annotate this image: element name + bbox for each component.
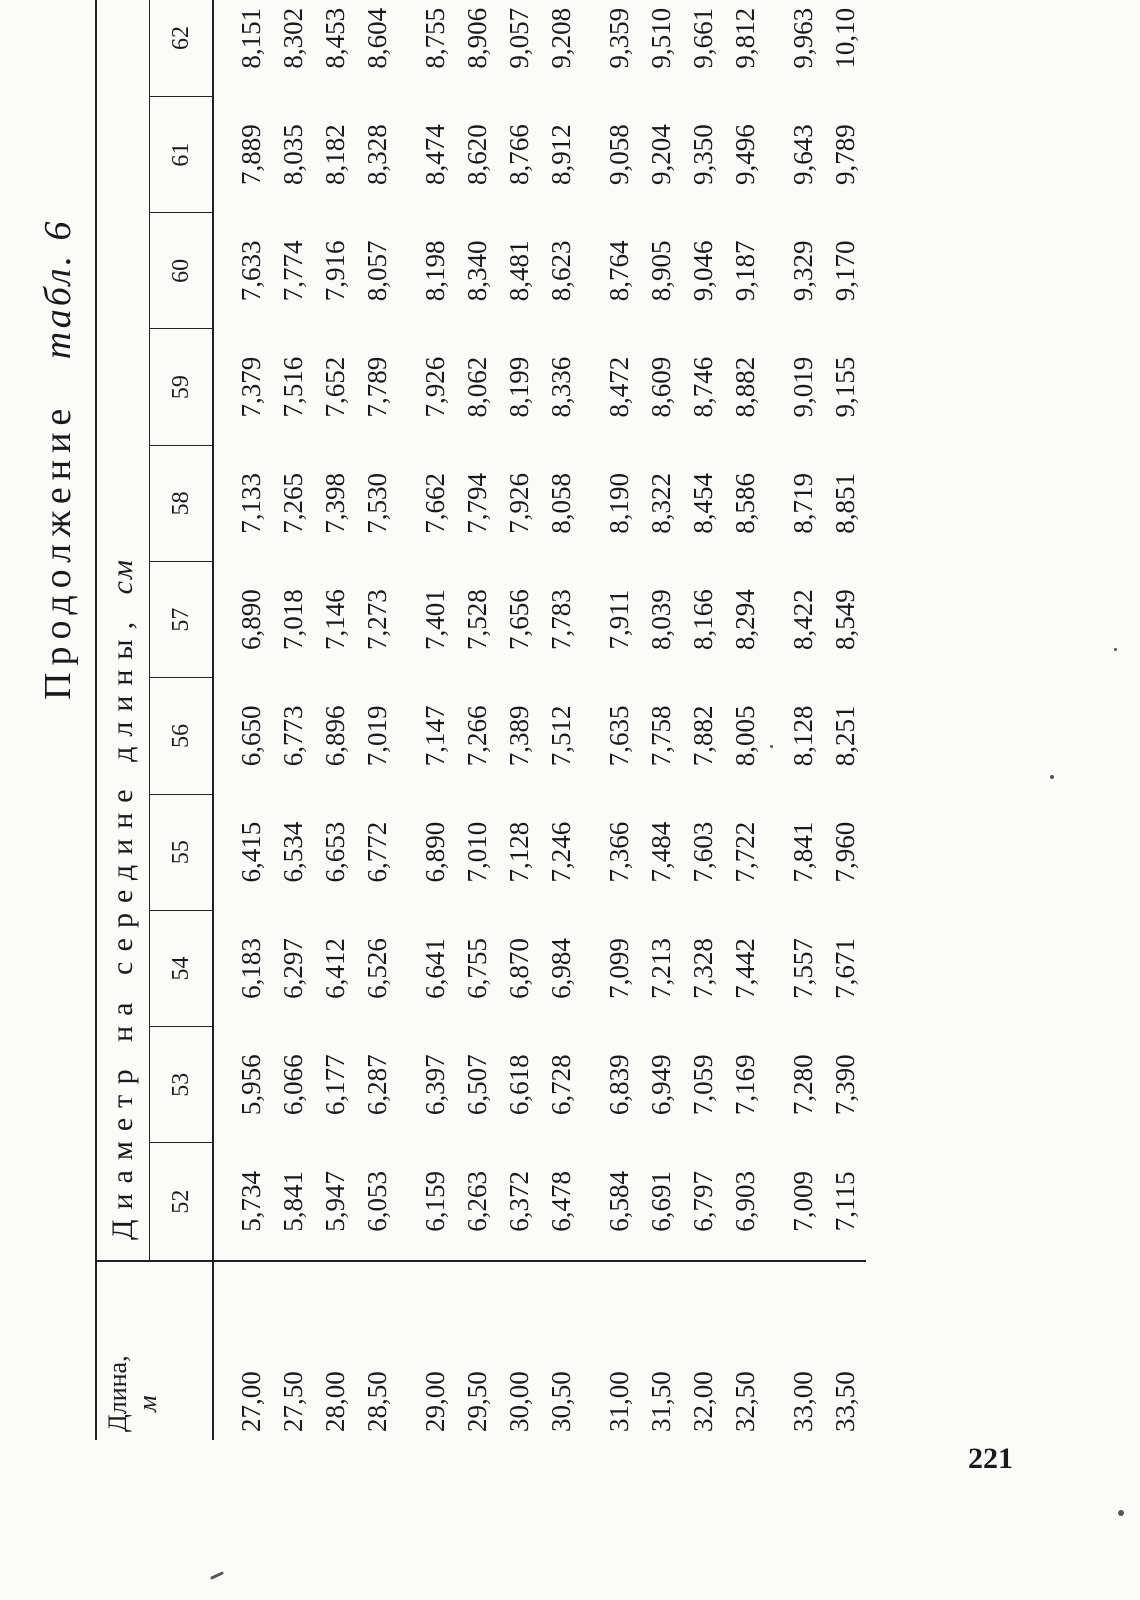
volume-table <box>95 0 866 1440</box>
volume-cell: 9,643 <box>788 124 818 185</box>
volume-cell: 6,653 <box>320 821 350 883</box>
header-row-top <box>96 0 150 1440</box>
volume-cell: 8,912 <box>546 124 576 185</box>
volume-cell: 8,422 <box>788 589 818 651</box>
table-row <box>272 0 314 1440</box>
volume-cell: 7,146 <box>320 589 350 651</box>
volume-cell: 6,890 <box>236 589 266 651</box>
volume-cell: 6,297 <box>278 938 308 999</box>
diameter-column-header: 53 <box>150 1027 214 1143</box>
volume-cell: 7,926 <box>504 473 534 534</box>
volume-cell: 8,340 <box>462 240 492 302</box>
volume-cell: 8,755 <box>420 7 450 69</box>
volume-cell: 7,169 <box>730 1054 760 1116</box>
volume-cell: 6,890 <box>420 821 450 883</box>
volume-cell: 6,526 <box>362 938 392 999</box>
page-number: 221 <box>968 1442 1013 1475</box>
volume-cell: 7,010 <box>462 821 492 883</box>
diameter-column-header: 55 <box>150 794 214 910</box>
table-row <box>498 0 540 1440</box>
volume-cell: 8,623 <box>546 240 576 302</box>
diameter-column-header: 61 <box>150 96 214 212</box>
volume-cell: 7,882 <box>688 705 718 767</box>
volume-cell: 6,066 <box>278 1054 308 1116</box>
length-cell: 27,00 <box>213 1261 272 1440</box>
length-cell: 27,50 <box>272 1261 314 1440</box>
volume-cell: 8,198 <box>420 240 450 302</box>
volume-cell: 7,018 <box>278 589 308 651</box>
volume-cell: 5,841 <box>278 1171 308 1232</box>
volume-cell: 7,484 <box>646 821 676 883</box>
volume-cell: 7,783 <box>546 589 576 651</box>
volume-cell: 6,478 <box>546 1171 576 1232</box>
volume-cell: 8,746 <box>688 356 718 418</box>
volume-cell: 7,442 <box>730 938 760 999</box>
volume-cell: 7,009 <box>788 1171 818 1232</box>
table-row <box>682 0 724 1440</box>
diameter-label: Диаметр на середине длины, <box>106 611 139 1240</box>
volume-cell: 8,057 <box>362 240 392 302</box>
volume-cell: 9,204 <box>646 124 676 185</box>
volume-cell: 9,046 <box>688 240 718 302</box>
volume-cell: 6,534 <box>278 821 308 883</box>
volume-cell: 9,019 <box>788 356 818 418</box>
diameter-column-header: 56 <box>150 678 214 794</box>
volume-cell: 7,390 <box>830 1054 860 1116</box>
volume-cell: 9,187 <box>730 240 760 302</box>
volume-cell: 7,379 <box>236 356 266 418</box>
volume-cell: 9,963 <box>788 7 818 69</box>
volume-cell: 6,870 <box>504 938 534 999</box>
table-row <box>213 0 272 1440</box>
volume-cell: 8,906 <box>462 7 492 69</box>
volume-cell: 6,641 <box>420 938 450 999</box>
volume-cell: 7,530 <box>362 473 392 534</box>
volume-cell: 6,507 <box>462 1054 492 1116</box>
length-label: Длина, <box>103 1355 132 1432</box>
volume-cell: 6,949 <box>646 1054 676 1116</box>
volume-cell: 9,329 <box>788 240 818 302</box>
table-body <box>213 0 866 1440</box>
volume-cell: 6,984 <box>546 938 576 999</box>
volume-cell: 6,691 <box>646 1171 676 1232</box>
length-column-header <box>96 1261 213 1440</box>
volume-cell: 8,151 <box>236 7 266 69</box>
diameter-header <box>96 0 150 1261</box>
volume-cell: 7,911 <box>604 589 634 650</box>
volume-cell: 7,557 <box>788 938 818 999</box>
volume-cell: 9,208 <box>546 7 576 69</box>
volume-cell: 9,155 <box>830 356 860 418</box>
volume-cell: 7,019 <box>362 705 392 767</box>
volume-cell: 9,359 <box>604 7 634 69</box>
volume-cell: 6,584 <box>604 1171 634 1232</box>
volume-cell: 7,722 <box>730 821 760 883</box>
diameter-column-header: 60 <box>150 213 214 329</box>
volume-cell: 7,280 <box>788 1054 818 1116</box>
volume-cell: 7,266 <box>462 705 492 767</box>
volume-cell: 7,841 <box>788 821 818 883</box>
volume-cell: 7,789 <box>362 356 392 418</box>
volume-cell: 8,586 <box>730 473 760 534</box>
volume-cell: 6,773 <box>278 705 308 767</box>
volume-cell: 5,956 <box>236 1054 266 1116</box>
volume-cell: 6,650 <box>236 705 266 767</box>
volume-cell: 8,882 <box>730 356 760 418</box>
volume-cell: 6,287 <box>362 1054 392 1116</box>
table-row <box>640 0 682 1440</box>
diameter-column-header: 59 <box>150 329 214 445</box>
diameter-columns-row <box>150 0 214 1440</box>
volume-cell: 6,183 <box>236 938 266 999</box>
volume-cell: 7,115 <box>830 1171 860 1232</box>
volume-cell: 8,035 <box>278 124 308 185</box>
volume-cell: 7,758 <box>646 705 676 767</box>
volume-cell: 9,661 <box>688 7 718 69</box>
table-row <box>398 0 456 1440</box>
diameter-column-header: 58 <box>150 445 214 561</box>
volume-cell: 7,516 <box>278 356 308 418</box>
volume-cell: 8,719 <box>788 473 818 534</box>
volume-cell: 7,960 <box>830 821 860 883</box>
scan-speck <box>1118 1510 1124 1516</box>
volume-cell: 6,728 <box>546 1054 576 1116</box>
table-row <box>356 0 398 1440</box>
volume-cell: 7,389 <box>504 705 534 767</box>
volume-cell: 8,764 <box>604 240 634 302</box>
volume-cell: 8,182 <box>320 124 350 185</box>
volume-cell: 8,166 <box>688 589 718 651</box>
volume-cell: 6,397 <box>420 1054 450 1116</box>
volume-cell: 6,412 <box>320 938 350 999</box>
volume-cell: 8,851 <box>830 473 860 534</box>
length-unit: м <box>133 1395 162 1412</box>
diameter-column-header: 52 <box>150 1143 214 1261</box>
volume-cell: 7,273 <box>362 589 392 651</box>
scan-speck <box>1114 648 1117 651</box>
volume-cell: 8,453 <box>320 7 350 69</box>
volume-cell: 6,415 <box>236 821 266 883</box>
volume-cell: 8,062 <box>462 356 492 418</box>
table-row <box>766 0 824 1440</box>
volume-cell: 9,510 <box>646 7 676 69</box>
volume-cell: 8,766 <box>504 124 534 185</box>
length-cell: 32,00 <box>682 1261 724 1440</box>
volume-cell: 8,481 <box>504 240 534 302</box>
volume-cell: 8,294 <box>730 589 760 651</box>
volume-cell: 7,099 <box>604 938 634 999</box>
length-cell: 30,50 <box>540 1261 582 1440</box>
volume-cell: 7,246 <box>546 821 576 883</box>
table-row <box>540 0 582 1440</box>
volume-cell: 9,496 <box>730 124 760 185</box>
volume-cell: 7,652 <box>320 356 350 418</box>
volume-cell: 7,603 <box>688 821 718 883</box>
volume-cell: 6,839 <box>604 1054 634 1116</box>
table-row <box>456 0 498 1440</box>
table-row <box>314 0 356 1440</box>
volume-cell: 7,133 <box>236 473 266 534</box>
volume-cell: 7,366 <box>604 821 634 883</box>
volume-cell: 8,128 <box>788 705 818 767</box>
volume-cell: 7,528 <box>462 589 492 651</box>
volume-cell: 8,190 <box>604 473 634 534</box>
volume-cell: 6,618 <box>504 1054 534 1116</box>
scan-speck <box>770 745 773 748</box>
volume-cell: 9,170 <box>830 240 860 302</box>
volume-cell: 8,302 <box>278 7 308 69</box>
volume-cell: 7,398 <box>320 473 350 534</box>
volume-cell: 7,794 <box>462 473 492 534</box>
volume-cell: 9,058 <box>604 124 634 185</box>
volume-cell: 6,372 <box>504 1171 534 1232</box>
volume-cell: 9,789 <box>830 124 860 185</box>
length-cell: 32,50 <box>724 1261 766 1440</box>
volume-cell: 6,177 <box>320 1054 350 1116</box>
volume-cell: 6,053 <box>362 1171 392 1232</box>
volume-cell: 7,265 <box>278 473 308 534</box>
volume-cell: 7,774 <box>278 240 308 302</box>
volume-cell: 8,905 <box>646 240 676 302</box>
volume-cell: 7,889 <box>236 124 266 185</box>
volume-cell: 6,772 <box>362 821 392 883</box>
length-cell: 29,00 <box>398 1261 456 1440</box>
volume-cell: 8,604 <box>362 7 392 69</box>
volume-cell: 6,903 <box>730 1171 760 1232</box>
volume-cell: 7,662 <box>420 473 450 534</box>
length-cell: 31,00 <box>582 1261 640 1440</box>
volume-cell: 8,609 <box>646 356 676 418</box>
length-cell: 28,00 <box>314 1261 356 1440</box>
length-cell: 33,00 <box>766 1261 824 1440</box>
volume-cell: 7,401 <box>420 589 450 651</box>
length-cell: 28,50 <box>356 1261 398 1440</box>
volume-cell: 5,734 <box>236 1171 266 1232</box>
volume-cell: 8,620 <box>462 124 492 185</box>
volume-cell: 8,058 <box>546 473 576 534</box>
volume-cell: 8,322 <box>646 473 676 534</box>
volume-cell: 5,947 <box>320 1171 350 1232</box>
volume-cell: 8,005 <box>730 705 760 767</box>
diameter-unit: см <box>106 557 139 595</box>
volume-cell: 7,059 <box>688 1054 718 1116</box>
volume-cell: 6,755 <box>462 938 492 999</box>
volume-cell: 9,812 <box>730 7 760 69</box>
volume-cell: 7,512 <box>546 705 576 767</box>
volume-cell: 7,633 <box>236 240 266 302</box>
table-row <box>724 0 766 1440</box>
table-row <box>824 0 866 1440</box>
volume-cell: 8,328 <box>362 124 392 185</box>
volume-cell: 6,896 <box>320 705 350 767</box>
caption-prefix: Продолжение <box>37 401 79 700</box>
volume-cell: 8,251 <box>830 705 860 767</box>
length-cell: 33,50 <box>824 1261 866 1440</box>
volume-cell: 8,039 <box>646 589 676 651</box>
caption-label: табл. 6 <box>37 218 79 360</box>
diameter-column-header: 54 <box>150 910 214 1026</box>
length-cell: 30,00 <box>498 1261 540 1440</box>
volume-cell: 7,656 <box>504 589 534 651</box>
volume-cell: 8,199 <box>504 356 534 418</box>
table-caption <box>36 60 80 700</box>
volume-cell: 8,336 <box>546 356 576 418</box>
volume-cell: 6,797 <box>688 1171 718 1232</box>
volume-cell: 7,147 <box>420 705 450 767</box>
volume-cell: 10,10 <box>830 7 860 69</box>
length-cell: 31,50 <box>640 1261 682 1440</box>
volume-cell: 8,454 <box>688 473 718 534</box>
volume-cell: 7,926 <box>420 356 450 418</box>
volume-cell: 6,263 <box>462 1171 492 1232</box>
volume-cell: 7,635 <box>604 705 634 767</box>
volume-cell: 9,057 <box>504 7 534 69</box>
volume-cell: 8,549 <box>830 589 860 651</box>
volume-cell: 7,671 <box>830 938 860 999</box>
diameter-column-header: 57 <box>150 562 214 678</box>
diameter-column-header: 62 <box>150 0 214 96</box>
volume-cell: 7,128 <box>504 821 534 883</box>
volume-cell: 9,350 <box>688 124 718 185</box>
length-cell: 29,50 <box>456 1261 498 1440</box>
volume-cell: 6,159 <box>420 1171 450 1232</box>
volume-cell: 7,213 <box>646 938 676 999</box>
table-row <box>582 0 640 1440</box>
volume-cell: 7,328 <box>688 938 718 999</box>
volume-cell: 8,472 <box>604 356 634 418</box>
volume-cell: 8,474 <box>420 124 450 185</box>
scan-speck <box>1050 775 1054 779</box>
volume-cell: 7,916 <box>320 240 350 302</box>
